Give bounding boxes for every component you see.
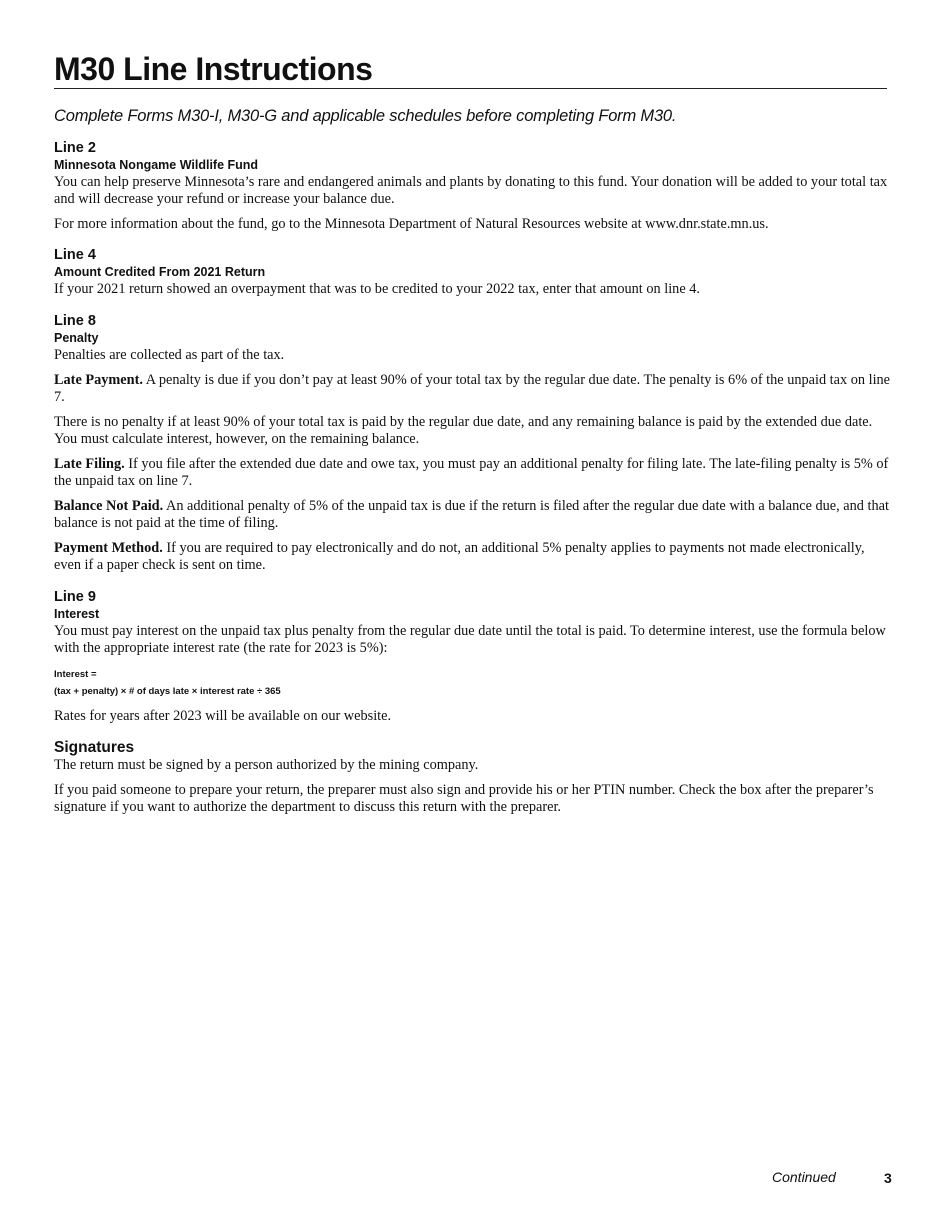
line-2-subheading: Minnesota Nongame Wildlife Fund <box>54 158 259 172</box>
section-line-9 <box>54 588 894 725</box>
line-8-paragraph-1: Penalties are collected as part of the tax. <box>54 347 285 363</box>
line-2-heading: Line 2 <box>54 140 96 156</box>
line-9-heading: Line 9 <box>54 589 96 605</box>
interest-formula-label: Interest = <box>54 669 97 680</box>
signatures-heading: Signatures <box>54 739 135 756</box>
document-page <box>54 50 894 816</box>
section-line-4 <box>54 246 894 298</box>
line-9-paragraph-1: You must pay interest on the unpaid tax plus penalty from the regular due date until the total is paid. To determine interest, use the formula below with the appropriate interest rate (the rate for 2023 is 5%): <box>54 623 886 656</box>
section-line-8 <box>54 312 894 574</box>
late-filing-paragraph <box>54 456 894 490</box>
signatures-paragraph-2: If you paid someone to prepare your return, the preparer must also sign and provide his or her PTIN number. Check the box after the preparer’s signature if you want to authorize the department to discuss this return with the preparer. <box>54 782 874 815</box>
payment-method-paragraph <box>54 540 894 574</box>
balance-not-paid-text: An additional penalty of 5% of the unpaid tax is due if the return is filed after the regular due date with a balance due, and that balance is not paid at the time of filing. <box>54 498 889 531</box>
line-4-paragraph-1: If your 2021 return showed an overpayment that was to be credited to your 2022 tax, enter that amount on line 4. <box>54 281 700 297</box>
late-payment-paragraph <box>54 372 894 406</box>
late-filing-text: If you file after the extended due date and owe tax, you must pay an additional penalty for filing late. The late-filing penalty is 5% of the unpaid tax on line 7. <box>54 456 889 489</box>
title-rule <box>54 88 887 89</box>
line-2-paragraph-2: For more information about the fund, go to the Minnesota Department of Natural Resources website at www.dnr.state.mn.us. <box>54 216 769 232</box>
line-4-subheading: Amount Credited From 2021 Return <box>54 265 266 279</box>
page-title: M30 Line Instructions <box>54 51 373 87</box>
payment-method-label: Payment Method. <box>54 540 163 556</box>
line-8-subheading: Penalty <box>54 331 99 345</box>
line-4-heading: Line 4 <box>54 247 96 263</box>
section-signatures <box>54 739 894 816</box>
late-payment-label: Late Payment. <box>54 372 143 388</box>
late-filing-label: Late Filing. <box>54 456 125 472</box>
line-9-subheading: Interest <box>54 607 100 621</box>
line-9-paragraph-2: Rates for years after 2023 will be available on our website. <box>54 708 392 724</box>
section-line-2 <box>54 139 894 233</box>
line-2-paragraph-1: You can help preserve Minnesota’s rare and endangered animals and plants by donating to this fund. Your donation will be added to your total tax and will decrease your refund or increase your balance due. <box>54 174 888 207</box>
signatures-paragraph-1: The return must be signed by a person authorized by the mining company. <box>54 757 479 773</box>
footer-continued: Continued <box>772 1169 836 1185</box>
line-8-heading: Line 8 <box>54 313 96 329</box>
balance-not-paid-label: Balance Not Paid. <box>54 498 164 514</box>
late-payment-text: A penalty is due if you don’t pay at least 90% of your total tax by the regular due date. The penalty is 6% of the unpaid tax on line 7. <box>54 372 891 405</box>
page-subtitle: Complete Forms M30-I, M30-G and applicable schedules before completing Form M30. <box>54 107 677 125</box>
balance-not-paid-paragraph <box>54 498 894 532</box>
payment-method-text: If you are required to pay electronically and do not, an additional 5% penalty applies to payments not made electronically, even if a paper check is sent on time. <box>54 540 865 573</box>
interest-formula: (tax + penalty) × # of days late × interest rate ÷ 365 <box>54 686 281 697</box>
no-penalty-paragraph: There is no penalty if at least 90% of your total tax is paid by the regular due date, and any remaining balance is paid by the extended due date. You must calculate interest, however, on the remaining balance. <box>54 414 873 447</box>
page-number: 3 <box>884 1170 892 1186</box>
